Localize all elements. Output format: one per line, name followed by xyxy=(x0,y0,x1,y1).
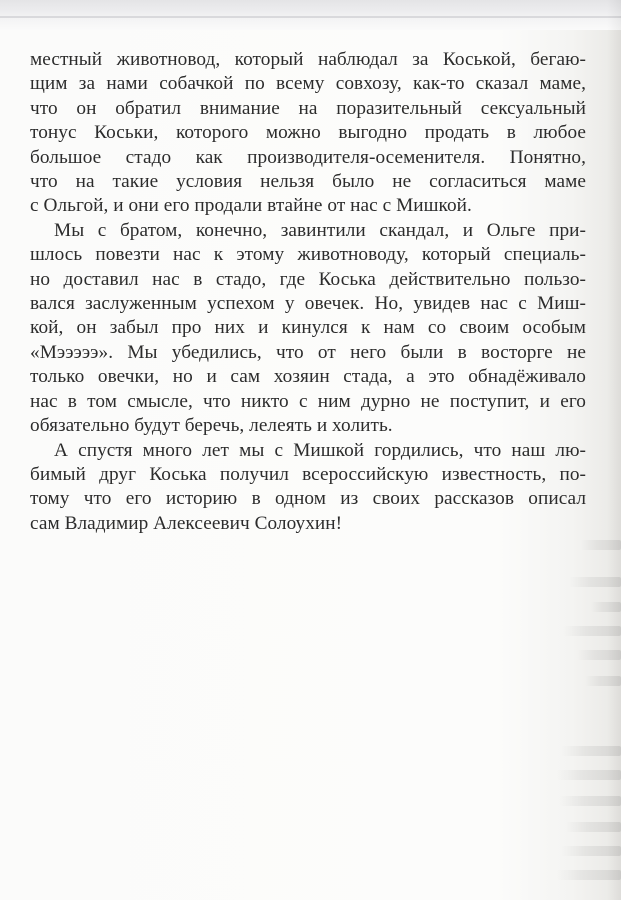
text-line: большое стадо как производителя-осеменителя. Понятно, xyxy=(30,146,586,168)
text-line: с Ольгой, и они его продали втайне от нас с Мишкой. xyxy=(30,195,472,217)
text-line: только овечки, но и сам хозяин стада, а это обнадёживало xyxy=(30,366,586,388)
text-line: А спустя много лет мы с Мишкой гордились, что наш лю- xyxy=(54,439,586,461)
text-line: щим за нами собачкой по всему совхозу, как-то сказал маме, xyxy=(30,73,586,95)
text-line: «Мэээээ». Мы убедились, что от него были в восторге не xyxy=(30,341,586,363)
text-line: нас в том смысле, что никто с ним дурно не поступит, и его xyxy=(30,390,586,412)
text-line: что он обратил внимание на поразительный сексуальный xyxy=(30,97,586,119)
text-line: тонус Коськи, которого можно выгодно продать в любое xyxy=(30,122,586,144)
text-line: местный животновод, который наблюдал за Коськой, бегаю- xyxy=(30,49,586,70)
text-line: бимый друг Коська получил всероссийскую известность, по- xyxy=(30,463,586,485)
page-header-band xyxy=(0,0,621,30)
text-line: обязательно будут беречь, лелеять и холить. xyxy=(30,415,393,437)
text-line: тому что его историю в одном из своих рассказов описал xyxy=(30,488,586,510)
paragraph-2 xyxy=(30,219,586,439)
paragraph-3 xyxy=(30,439,586,537)
text-line: кой, он забыл про них и кинулся к нам со своим особым xyxy=(30,317,586,339)
text-line: но доставил нас в стадо, где Коська действительно пользо- xyxy=(30,268,586,290)
body-text xyxy=(30,48,586,536)
paragraph-1 xyxy=(30,48,586,219)
text-line: вался заслуженным успехом у овечек. Но, увидев нас с Миш- xyxy=(30,293,586,315)
text-line: Мы с братом, конечно, завинтили скандал, и Ольге при- xyxy=(54,219,586,241)
text-line: что на такие условия нельзя было не согласиться маме xyxy=(30,171,586,193)
header-divider xyxy=(0,16,621,18)
page-edge-shadow xyxy=(607,0,621,900)
text-line: сам Владимир Алексеевич Солоухин! xyxy=(30,512,343,534)
text-line: шлось повезти нас к этому животноводу, который специаль- xyxy=(30,244,586,266)
